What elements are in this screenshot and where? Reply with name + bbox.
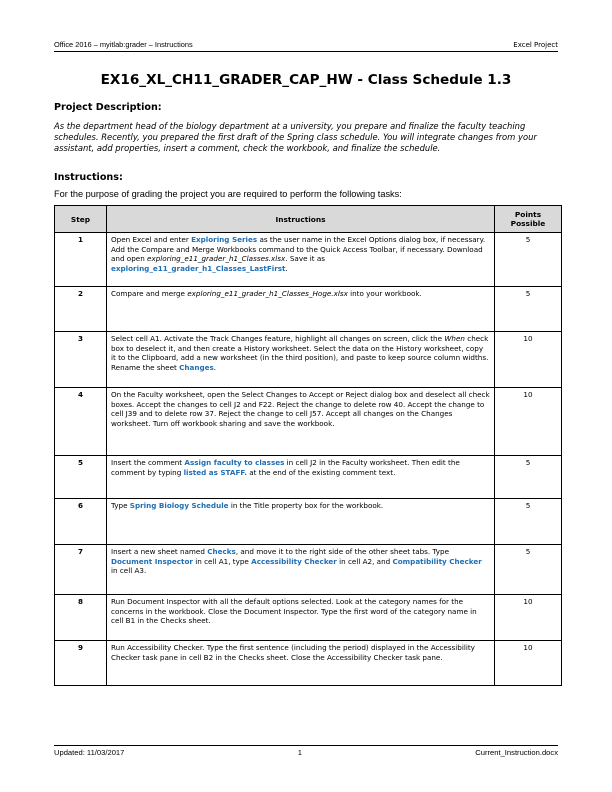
instruction-text: Type [111,501,130,510]
step-number: 1 [55,233,107,287]
instruction-text: Select cell A1. Activate the Track Changes feature, highlight all changes on screen, click the [111,334,445,343]
instruction-text: in cell A1, type [192,556,252,566]
page-header [54,40,558,52]
step-instructions [107,287,495,332]
instruction-text: check box to deselect it, and then create a History worksheet. Select the data on the History worksheet, copy it to the Clipboard, add a new worksheet (in the third position), and paste to keep source column widths. Rename the sheet [111,334,489,372]
project-description-text: As the department head of the biology department at a university, you prepare and finalize the faculty teaching schedules. Recently, you prepared the first draft of the Spring class schedule. You will integrate changes from your assistant, add properties, insert a comment, check the workbook, and finalize the schedule. [54,121,537,153]
task-rows [55,233,562,686]
step-instructions [107,332,495,388]
points-value: 10 [495,595,562,641]
instruction-text: Run Document Inspector with all the default options selected. Look at the category names for the concerns in the workbook. Close the Document Inspector. Type the first word of the category name in cell B1 in the Checks sheet. [111,597,477,626]
instruction-text: Compare and merge [111,289,188,298]
table-row [55,545,562,595]
instruction-text: . Save it as [285,254,326,264]
table-row [55,456,562,499]
project-description-heading: Project Description: [54,102,162,113]
instruction-text: in cell A3. [111,566,147,576]
instruction-text: as the user name in the Excel Options dialog box, if necessary. Add the Compare and Merge Workbooks command to the Quick Access Toolbar, if necessary. Download and open [111,235,486,264]
table-row [55,332,562,388]
instructions-intro: For the purpose of grading the project you are required to perform the following tasks: [54,189,402,199]
instruction-text: Insert the comment [111,458,185,467]
header-left: Office 2016 – myitlab:grader – Instructions [54,40,193,49]
italic-filename: When [444,334,465,343]
page-footer [54,745,558,757]
points-value: 5 [495,456,562,499]
step-instructions [107,641,495,686]
points-value: 10 [495,388,562,456]
step-number: 7 [55,545,107,595]
instruction-text: . [285,263,288,273]
step-number: 9 [55,641,107,686]
step-instructions [107,499,495,545]
step-number: 3 [55,332,107,388]
step-number: 8 [55,595,107,641]
highlighted-term: Compatibility Checker [392,556,482,566]
italic-filename: exploring_e11_grader_h1_Classes.xlsx [147,254,286,264]
instruction-text: Insert a new sheet named [111,547,208,556]
step-instructions [107,595,495,641]
points-value: 10 [495,332,562,388]
step-instructions [107,233,495,287]
points-value: 5 [495,287,562,332]
instruction-text: in cell J2 in the Faculty worksheet. Then edit the comment by typing [111,458,460,477]
points-column-header: Points Possible [495,206,562,233]
highlighted-term: Document Inspector [111,556,193,566]
highlighted-term: listed as STAFF. [183,467,247,477]
points-value: 5 [495,545,562,595]
italic-filename: exploring_e11_grader_h1_Classes_Hoge.xlsx [187,289,348,298]
table-row [55,233,562,287]
instruction-text: , and move it to the right side of the other sheet tabs. Type [235,547,449,556]
header-right: Excel Project [513,41,558,49]
tasks-table [54,205,562,686]
table-row [55,388,562,456]
highlighted-term: Assign faculty to classes [184,458,285,467]
step-instructions [107,388,495,456]
table-header-row [55,206,562,233]
instruction-text: at the end of the existing comment text. [246,467,396,477]
table-row [55,641,562,686]
step-number: 6 [55,499,107,545]
points-value: 10 [495,641,562,686]
table-row [55,499,562,545]
instructions-column-header: Instructions [107,206,495,233]
instruction-text: On the Faculty worksheet, open the Select Changes to Accept or Reject dialog box and deselect all check boxes. Accept the changes to cell J2 and F22. Reject the change to delete row 40. Accept the change to cell J39 and to delete row 37. Reject the change to cell J57. Accept all changes on the Changes worksheet. Turn off workbook sharing and save the workbook. [111,390,490,428]
instruction-text: in the Title property box for the workbook. [228,501,384,510]
highlighted-term: Exploring Series [191,235,258,244]
step-instructions [107,456,495,499]
footer-page-number: 1 [297,748,302,757]
points-value: 5 [495,233,562,287]
instructions-heading: Instructions: [54,172,123,183]
step-number: 4 [55,388,107,456]
instruction-text: into your workbook. [347,289,422,298]
table-row [55,287,562,332]
highlighted-term: exploring_e11_grader_h1_Classes_LastFirst [111,263,286,273]
step-number: 5 [55,456,107,499]
highlighted-term: Accessibility Checker [251,556,337,566]
highlighted-term: Spring Biology Schedule [129,501,229,510]
step-column-header: Step [55,206,107,233]
footer-updated-date: Updated: 11/03/2017 [54,748,125,757]
table-row [55,595,562,641]
highlighted-term: Changes [179,362,214,372]
points-value: 5 [495,499,562,545]
instruction-text: . [213,362,217,372]
highlighted-term: Checks [207,547,236,556]
instruction-text: in cell A2, and [336,556,393,566]
document-title: EX16_XL_CH11_GRADER_CAP_HW - Class Schedule 1.3 [100,72,512,88]
step-number: 2 [55,287,107,332]
instruction-text: Open Excel and enter [111,235,192,244]
step-instructions [107,545,495,595]
instruction-text: Run Accessibility Checker. Type the first sentence (including the period) displayed in the Accessibility Checker task pane in cell B2 in the Checks sheet. Close the Accessibility Checker task pane. [111,643,475,662]
footer-filename: Current_Instruction.docx [475,748,558,757]
